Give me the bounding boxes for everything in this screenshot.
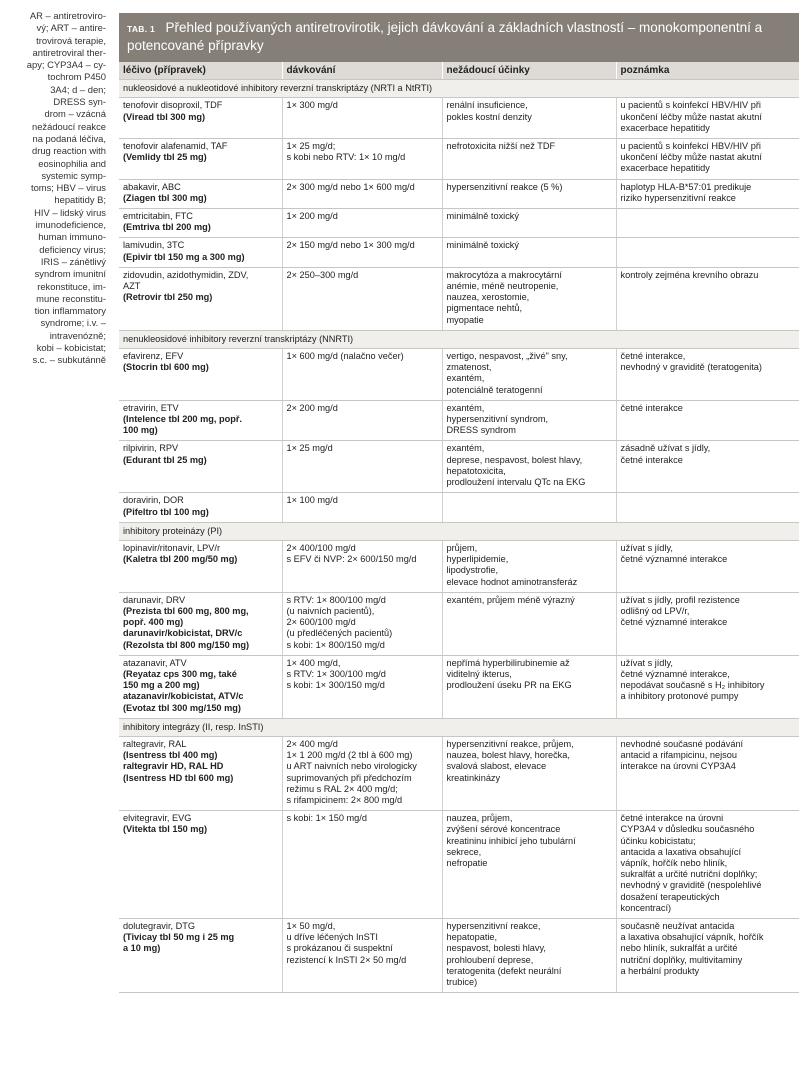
table-row: [119, 655, 799, 718]
cell-line: (Intelence tbl 200 mg, popř.: [123, 414, 242, 425]
cell-line: 1× 25 mg/d;: [286, 141, 336, 152]
cell-line: svalová slabost, elevace: [446, 761, 547, 772]
cell-note: [616, 592, 799, 655]
cell-line: četné interakce na úrovni: [620, 813, 724, 824]
cell-line: kontroly zejména krevního obrazu: [620, 269, 759, 280]
cell-line: antacid a rifampicinu, nejsou: [620, 750, 737, 761]
cell-line: raltegravir, RAL: [123, 738, 187, 749]
cell-line: nevhodný v graviditě (teratogenita): [620, 362, 762, 373]
cell-drug: [119, 179, 282, 208]
cell-line: u pacientů s koinfekcí HBV/HIV při: [620, 141, 761, 152]
cell-note: [616, 209, 799, 238]
cell-drug: [119, 736, 282, 810]
cell-line: hypersenzitivní reakce,: [446, 921, 541, 931]
cell-line: průjem,: [446, 542, 478, 553]
cell-line: prodloužení intervalu QTc na EKG: [446, 477, 586, 488]
cell-note: [616, 98, 799, 139]
cell-line: teratogenita (defekt neurální: [446, 965, 562, 976]
cell-line: tenofovir alafenamid, TAF: [123, 141, 228, 152]
cell-adverse-effects: [442, 349, 616, 401]
cell-line: (u předléčených pacientů): [286, 628, 393, 639]
cell-line: zásadně užívat s jídly,: [620, 443, 711, 454]
cell-line: (Vitekta tbl 150 mg): [123, 824, 208, 835]
table-number: TAB. 1: [127, 24, 156, 34]
cell-line: lamivudin, 3TC: [123, 240, 185, 251]
cell-line: u pacientů s koinfekcí HBV/HIV při: [620, 100, 761, 111]
table-row: [119, 349, 799, 401]
sidebar-line: drug reaction with: [32, 145, 106, 157]
cell-adverse-effects: [442, 811, 616, 919]
cell-line: prodloužení úseku PR na EKG: [446, 680, 572, 691]
cell-line: exantém,: [446, 373, 485, 384]
cell-line: a inhibitory protonové pumpy: [620, 691, 739, 702]
cell-line: u dříve léčených InSTI: [286, 932, 378, 943]
table-row: [119, 400, 799, 441]
sidebar-line: human immuno-: [38, 231, 106, 243]
cell-line: 2× 600/100 mg/d: [286, 617, 356, 628]
table-body: [119, 80, 799, 993]
cell-line: 1× 600 mg/d (nalačno večer): [286, 351, 404, 362]
cell-line: potenciálně teratogenní: [446, 384, 543, 395]
cell-line: zvýšení sérové koncentrace: [446, 824, 561, 835]
cell-note: [616, 655, 799, 718]
sidebar-line: syndrom imunitní: [34, 268, 106, 280]
sidebar-line: s.c. – subkutánně: [32, 354, 106, 366]
sidebar-line: eosinophilia and: [38, 157, 106, 169]
cell-drug: [119, 441, 282, 493]
cell-dosage: [282, 98, 442, 139]
cell-dosage: [282, 209, 442, 238]
cell-line: sekrece,: [446, 846, 482, 857]
table-row: [119, 919, 799, 993]
table-row: [119, 441, 799, 493]
cell-dosage: [282, 349, 442, 401]
table-row: [119, 267, 799, 330]
sidebar-line: toms; HBV – virus: [30, 182, 106, 194]
cell-line: 1× 1 200 mg/d (2 tbl à 600 mg): [286, 750, 413, 761]
cell-line: s RTV: 1× 800/100 mg/d: [286, 594, 386, 605]
table-row: [119, 209, 799, 238]
cell-line: renální insuficience,: [446, 100, 528, 111]
cell-drug: [119, 267, 282, 330]
cell-line: hypersenzitivní reakce, průjem,: [446, 738, 574, 749]
cell-dosage: [282, 736, 442, 810]
cell-line: nefrotoxicita nižší než TDF: [446, 141, 556, 152]
cell-line: tenofovir disoproxil, TDF: [123, 100, 223, 111]
cell-dosage: [282, 540, 442, 592]
cell-line: 2× 150 mg/d nebo 1× 300 mg/d: [286, 240, 415, 251]
cell-line: (Vemlidy tbl 25 mg): [123, 152, 207, 163]
header-note: poznámka: [616, 62, 799, 80]
sidebar-line: tion inflammatory: [34, 305, 106, 317]
cell-line: 100 mg): [123, 425, 158, 436]
sidebar-line: DRESS syn-: [53, 96, 106, 108]
sidebar-line: na podaná léčiva,: [32, 132, 106, 144]
cell-line: četné významné interakce,: [620, 668, 730, 679]
cell-line: minimálně toxický: [446, 211, 519, 222]
header-drug: léčivo (přípravek): [119, 62, 282, 80]
cell-line: 1× 400 mg/d,: [286, 657, 341, 668]
cell-drug: [119, 493, 282, 522]
cell-line: suprimovaných při předchozím: [286, 772, 412, 783]
cell-line: etravirin, ETV: [123, 402, 179, 413]
cell-line: hepatotoxicita,: [446, 465, 506, 476]
cell-line: s prokázanou či suspektní: [286, 943, 393, 954]
sidebar-line: apy; CYP3A4 – cy-: [26, 59, 106, 71]
cell-line: kreatinkinázy: [446, 772, 501, 783]
sidebar-line: tochrom P450: [47, 71, 106, 83]
cell-line: s kobi: 1× 150 mg/d: [286, 813, 367, 824]
cell-line: sukralfát a určité nutriční doplňky;: [620, 869, 758, 880]
cell-line: atazanavir/kobicistat, ATV/c: [123, 691, 244, 702]
cell-line: nepřímá hyperbilirubinemie až: [446, 657, 570, 668]
cell-drug: [119, 919, 282, 993]
cell-line: režimu s RAL 2× 400 mg/d;: [286, 783, 398, 794]
table-title: Přehled používaných antiretrovirotik, jejich dávkování a základních vlastností – monokomponentní a potencované přípravky: [127, 20, 763, 53]
sidebar-line: 3A4; d – den;: [50, 83, 106, 95]
cell-line: současně neužívat antacida: [620, 921, 735, 931]
cell-line: exantém,: [446, 443, 485, 454]
cell-drug: [119, 400, 282, 441]
sidebar-line: AR – antiretrovirо-: [29, 10, 106, 21]
cell-line: 2× 400/100 mg/d: [286, 542, 356, 553]
cell-note: [616, 540, 799, 592]
cell-line: rezistencí k InSTI 2× 50 mg/d: [286, 954, 407, 965]
sidebar-line: intravenózně;: [49, 329, 106, 341]
cell-line: a herbální produkty: [620, 965, 700, 976]
cell-line: doravirin, DOR: [123, 495, 184, 506]
cell-line: (Kaletra tbl 200 mg/50 mg): [123, 554, 238, 565]
cell-line: makrocytóza a makrocytární: [446, 269, 562, 280]
cell-dosage: [282, 267, 442, 330]
cell-note: [616, 238, 799, 267]
table-title-bar: [119, 13, 799, 62]
cell-drug: [119, 592, 282, 655]
cell-adverse-effects: [442, 655, 616, 718]
table-row: [119, 592, 799, 655]
cell-line: (Isentress tbl 400 mg): [123, 750, 218, 761]
cell-adverse-effects: [442, 267, 616, 330]
cell-line: trubice): [446, 977, 478, 988]
cell-note: [616, 349, 799, 401]
cell-line: vertigo, nespavost, „živé" sny,: [446, 351, 568, 362]
cell-line: užívat s jídly,: [620, 542, 673, 553]
cell-note: [616, 811, 799, 919]
sidebar-line: systemic symp-: [41, 169, 106, 181]
cell-dosage: [282, 592, 442, 655]
cell-drug: [119, 238, 282, 267]
cell-line: 150 mg a 200 mg): [123, 680, 200, 691]
header-adverse-effects: nežádoucí účinky: [442, 62, 616, 80]
cell-dosage: [282, 238, 442, 267]
cell-line: hypersenzitivní reakce (5 %): [446, 181, 563, 192]
cell-adverse-effects: [442, 98, 616, 139]
cell-drug: [119, 540, 282, 592]
sidebar-line: rekonstituce, im-: [37, 280, 106, 292]
cell-line: viditelný ikterus,: [446, 668, 512, 679]
cell-adverse-effects: [442, 441, 616, 493]
cell-line: s kobi: 1× 300/150 mg/d: [286, 680, 385, 691]
sidebar-line: kobi – kobicistat;: [36, 342, 106, 354]
cell-adverse-effects: [442, 400, 616, 441]
cell-line: 2× 250–300 mg/d: [286, 269, 359, 280]
cell-line: elevace hodnot aminotransferáz: [446, 576, 578, 587]
cell-line: 2× 400 mg/d: [286, 738, 338, 749]
cell-line: u ART naivních nebo virologicky: [286, 761, 417, 772]
cell-line: (Retrovir tbl 250 mg): [123, 292, 213, 303]
sidebar-line: vý; ART – antire-: [36, 22, 106, 34]
cell-dosage: [282, 811, 442, 919]
sidebar-line: hepatitidy B;: [54, 194, 106, 206]
cell-line: hyperlipidemie,: [446, 554, 509, 565]
cell-dosage: [282, 919, 442, 993]
cell-line: ukončení léčby může nastat akutní: [620, 111, 762, 122]
cell-line: deprese, nespavost, bolest hlavy,: [446, 454, 583, 465]
cell-line: (Viread tbl 300 mg): [123, 111, 206, 122]
cell-note: [616, 919, 799, 993]
sidebar-line: mune reconstitu-: [36, 292, 106, 304]
cell-line: exacerbace hepatitidy: [620, 122, 710, 133]
cell-line: (Prezista tbl 600 mg, 800 mg,: [123, 605, 249, 616]
cell-line: nutriční doplňky, multivitaminy: [620, 954, 743, 965]
sidebar-line: HIV – lidský virus: [34, 206, 106, 218]
cell-dosage: [282, 400, 442, 441]
cell-line: interakce na úrovni CYP3A4: [620, 761, 736, 772]
cell-line: lopinavir/ritonavir, LPV/r: [123, 542, 221, 553]
group-label: nenukleosidové inhibitory reverzní transkriptázy (NNRTI): [119, 330, 799, 348]
cell-line: myopatie: [446, 314, 484, 325]
cell-line: elvitegravir, EVG: [123, 813, 192, 824]
sidebar-line: imunodeficience,: [35, 219, 106, 231]
cell-line: rilpivirin, RPV: [123, 443, 179, 454]
cell-line: dolutegravir, DTG: [123, 921, 195, 931]
cell-note: [616, 179, 799, 208]
cell-line: nepodávat současně s H₂ inhibitory: [620, 680, 765, 691]
table-row: [119, 493, 799, 522]
cell-line: efavirenz, EFV: [123, 351, 184, 362]
drug-table: [119, 62, 799, 993]
cell-adverse-effects: [442, 540, 616, 592]
cell-line: nebo hliník, sukralfát a určité: [620, 943, 738, 954]
group-label: inhibitory proteinázy (PI): [119, 522, 799, 540]
cell-line: koncentrací): [620, 902, 672, 913]
cell-dosage: [282, 139, 442, 180]
cell-line: vápník, hořčík nebo hliník,: [620, 857, 728, 868]
cell-line: (Rezolsta tbl 800 mg/150 mg): [123, 639, 250, 650]
cell-line: nespavost, bolesti hlavy,: [446, 943, 546, 954]
cell-line: četné interakce: [620, 402, 683, 413]
cell-line: (Evotaz tbl 300 mg/150 mg): [123, 702, 241, 713]
sidebar-line: IRIS – zánětlivý: [40, 255, 106, 267]
cell-line: anémie, méně neutropenie,: [446, 281, 559, 292]
table-row: [119, 139, 799, 180]
table-row: [119, 540, 799, 592]
cell-line: s EFV či NVP: 2× 600/150 mg/d: [286, 554, 417, 565]
cell-line: riziko hypersenzitivní reakce: [620, 192, 736, 203]
cell-line: a 10 mg): [123, 943, 161, 954]
cell-line: (Stocrin tbl 600 mg): [123, 362, 209, 373]
cell-line: nauzea, xerostomie,: [446, 292, 530, 303]
abbreviations-sidebar: [6, 10, 106, 367]
sidebar-line: drom – vzácná: [44, 108, 106, 120]
header-dosage: dávkování: [282, 62, 442, 80]
cell-line: nevhodný v graviditě (nespolehlivé: [620, 880, 762, 891]
cell-line: pigmentace nehtů,: [446, 303, 523, 314]
cell-adverse-effects: [442, 139, 616, 180]
cell-line: nauzea, bolest hlavy, horečka,: [446, 750, 570, 761]
cell-line: nefropatie: [446, 857, 488, 868]
cell-line: četné interakce: [620, 454, 683, 465]
cell-line: antacida a laxativa obsahující: [620, 846, 742, 857]
cell-line: 1× 25 mg/d: [286, 443, 333, 454]
sidebar-line: trovirová terapie,: [36, 34, 106, 46]
cell-note: [616, 493, 799, 522]
cell-line: (Edurant tbl 25 mg): [123, 454, 207, 465]
cell-line: exacerbace hepatitidy: [620, 163, 710, 174]
cell-line: (Pifeltro tbl 100 mg): [123, 506, 209, 517]
group-label: inhibitory integrázy (II, resp. InSTI): [119, 718, 799, 736]
cell-drug: [119, 349, 282, 401]
cell-line: nevhodné současné podávání: [620, 738, 744, 749]
group-label: nukleosidové a nukleotidové inhibitory reverzní transkriptázy (NRTI a NtRTI): [119, 80, 799, 98]
cell-line: hypersenzitivní syndrom,: [446, 414, 549, 425]
cell-line: abakavir, ABC: [123, 181, 181, 192]
cell-adverse-effects: [442, 209, 616, 238]
cell-note: [616, 400, 799, 441]
sidebar-line: deficiency virus;: [39, 243, 106, 255]
cell-line: 1× 200 mg/d: [286, 211, 338, 222]
cell-adverse-effects: [442, 736, 616, 810]
cell-line: četné významné interakce: [620, 554, 728, 565]
sidebar-line: antiretroviral ther-: [32, 46, 106, 58]
cell-line: dosažení terapeutických: [620, 891, 720, 902]
cell-line: minimálně toxický: [446, 240, 519, 251]
cell-drug: [119, 139, 282, 180]
cell-line: užívat s jídly, profil rezistence: [620, 594, 740, 605]
cell-line: CYP3A4 v důsledku současného: [620, 824, 755, 835]
cell-adverse-effects: [442, 919, 616, 993]
cell-drug: [119, 811, 282, 919]
cell-line: (Reyataz cps 300 mg, také: [123, 668, 237, 679]
cell-line: haplotyp HLA-B*57:01 predikuje: [620, 181, 752, 192]
cell-line: (Emtriva tbl 200 mg): [123, 222, 211, 233]
cell-line: DRESS syndrom: [446, 425, 516, 436]
cell-line: AZT: [123, 281, 141, 292]
cell-line: s RTV: 1× 300/100 mg/d: [286, 668, 386, 679]
cell-line: četné významné interakce: [620, 617, 728, 628]
cell-line: s kobi: 1× 800/150 mg/d: [286, 639, 385, 650]
cell-note: [616, 736, 799, 810]
cell-line: (u naivních pacientů),: [286, 605, 375, 616]
cell-line: emtricitabin, FTC: [123, 211, 193, 222]
group-row: [119, 330, 799, 348]
cell-note: [616, 441, 799, 493]
table-row: [119, 98, 799, 139]
cell-line: popř. 400 mg): [123, 617, 184, 628]
group-row: [119, 80, 799, 98]
cell-line: 2× 200 mg/d: [286, 402, 338, 413]
cell-adverse-effects: [442, 238, 616, 267]
table-row: [119, 736, 799, 810]
cell-note: [616, 139, 799, 180]
cell-dosage: [282, 655, 442, 718]
table-row: [119, 238, 799, 267]
cell-dosage: [282, 441, 442, 493]
cell-line: prohloubení deprese,: [446, 954, 534, 965]
cell-line: exantém, průjem méně výrazný: [446, 594, 575, 605]
cell-line: raltegravir HD, RAL HD: [123, 761, 224, 772]
cell-line: nauzea, průjem,: [446, 813, 513, 824]
cell-line: darunavir/kobicistat, DRV/c: [123, 628, 243, 639]
group-row: [119, 522, 799, 540]
cell-line: a laxativa obsahující vápník, hořčík: [620, 932, 764, 943]
cell-dosage: [282, 179, 442, 208]
cell-drug: [119, 98, 282, 139]
cell-line: užívat s jídly,: [620, 657, 673, 668]
sidebar-line: syndrome; i.v. –: [40, 317, 106, 329]
group-row: [119, 718, 799, 736]
table-container: [119, 13, 799, 993]
cell-line: (Tivicay tbl 50 mg i 25 mg: [123, 932, 235, 943]
cell-line: 1× 50 mg/d,: [286, 921, 336, 931]
cell-line: darunavir, DRV: [123, 594, 186, 605]
cell-line: 1× 100 mg/d: [286, 495, 338, 506]
cell-line: odlišný od LPV/r,: [620, 605, 690, 616]
cell-adverse-effects: [442, 493, 616, 522]
cell-line: zidovudin, azidothymidin, ZDV,: [123, 269, 249, 280]
cell-line: exantém,: [446, 402, 485, 413]
cell-line: pokles kostní denzity: [446, 111, 532, 122]
sidebar-line: nežádoucí reakce: [31, 120, 106, 132]
cell-line: hepatopatie,: [446, 932, 498, 943]
cell-line: (Epivir tbl 150 mg a 300 mg): [123, 251, 245, 262]
cell-line: atazanavir, ATV: [123, 657, 187, 668]
cell-line: 2× 300 mg/d nebo 1× 600 mg/d: [286, 181, 415, 192]
cell-drug: [119, 655, 282, 718]
cell-line: (Isentress HD tbl 600 mg): [123, 772, 234, 783]
cell-line: kreatininu inhibicí jeho tubulární: [446, 835, 576, 846]
table-row: [119, 179, 799, 208]
cell-note: [616, 267, 799, 330]
header-row: [119, 62, 799, 80]
cell-line: s kobi nebo RTV: 1× 10 mg/d: [286, 152, 406, 163]
cell-line: účinku kobicistatu;: [620, 835, 696, 846]
table-row: [119, 811, 799, 919]
cell-line: ukončení léčby může nastat akutní: [620, 152, 762, 163]
cell-line: zmatenost,: [446, 362, 492, 373]
cell-adverse-effects: [442, 179, 616, 208]
cell-dosage: [282, 493, 442, 522]
cell-line: lipodystrofie,: [446, 565, 499, 576]
cell-adverse-effects: [442, 592, 616, 655]
cell-line: četné interakce,: [620, 351, 686, 362]
cell-line: (Ziagen tbl 300 mg): [123, 192, 207, 203]
cell-line: s rifampicinem: 2× 800 mg/d: [286, 794, 403, 805]
cell-line: 1× 300 mg/d: [286, 100, 338, 111]
cell-drug: [119, 209, 282, 238]
